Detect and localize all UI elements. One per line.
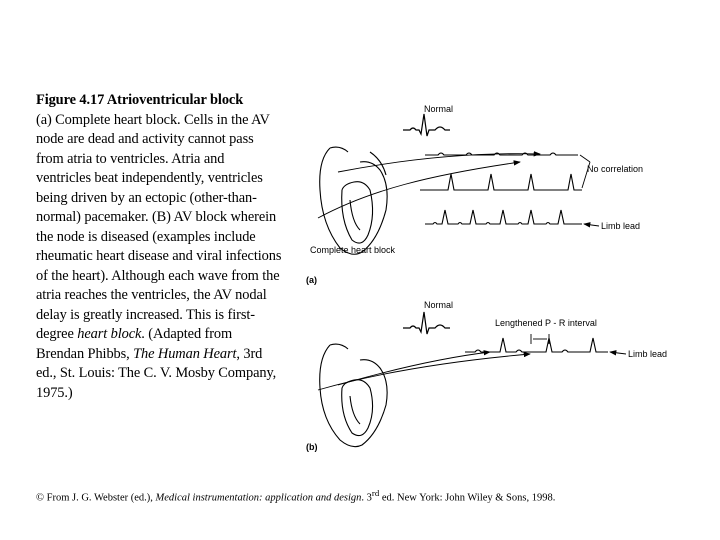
caption-title: Figure 4.17 Atrioventricular block: [36, 92, 244, 108]
panel-a-heart-icon: [320, 147, 387, 254]
caption-text-1: (a) Complete heart block. Cells in the AV node are dead and activity cannot pass from atria to ventricles. Atria and ventricles beat independently, ventricles being driven by an ectopic (other-than-normal) pacemaker. (B) AV block wherein the node is diseased (examples include rheumatic heart disease and viral infections of the heart). Although each wave from the atria reaches the ventricles, the AV nodal delay is greatly increased. This is first-degree: [36, 111, 282, 342]
copyright-footer: [36, 488, 696, 504]
panel-a-ventricular-trace: [420, 174, 582, 190]
panel-a-caption: Complete heart block: [310, 245, 396, 255]
footer-book-title: Medical instrumentation: application and design: [155, 492, 362, 504]
panel-a-limb-lead-arrow: [584, 224, 599, 226]
panel-b-heart-icon: [320, 344, 387, 447]
caption-text-2: . (Adapted from Brendan Phibbs,: [36, 326, 233, 362]
caption-italic-term: heart block: [77, 326, 142, 342]
footer-suffix: ed. New York: John Wiley & Sons, 1998.: [379, 492, 556, 504]
footer-middle: . 3: [361, 492, 372, 504]
panel-a: [306, 104, 643, 285]
panel-a-arrow-top: [338, 154, 540, 172]
panel-b-limb-lead-arrow: [610, 352, 626, 354]
panel-b-limb-lead-trace: [465, 338, 608, 352]
panel-a-normal-label: Normal: [424, 104, 454, 114]
panel-a-normal-ecg-trace: [403, 114, 450, 136]
footer-prefix: © From J. G. Webster (ed.),: [36, 492, 156, 504]
panel-b-normal-ecg-trace: [403, 312, 450, 334]
panel-a-no-correlation-label: No correlation: [587, 164, 644, 174]
panel-b-interval-marker: [531, 334, 549, 344]
panel-b: [306, 300, 667, 452]
heart-block-figure: [290, 90, 710, 470]
panel-a-letter: (a): [306, 275, 317, 285]
caption-text-3: , 3rd ed., St. Louis: The C. V. Mosby Company, 1975.): [36, 345, 277, 401]
panel-a-limb-lead-trace: [425, 210, 582, 224]
caption-book-title: The Human Heart: [133, 345, 237, 362]
panel-b-letter: (b): [306, 442, 318, 452]
panel-b-arrow-bottom: [318, 354, 530, 390]
panel-b-interval-label: Lengthened P - R interval: [495, 318, 597, 328]
figure-caption: [36, 91, 282, 403]
panel-b-normal-label: Normal: [424, 300, 454, 310]
panel-b-limb-lead-label: Limb lead: [628, 349, 668, 359]
footer-superscript: rd: [371, 488, 380, 498]
panel-a-limb-lead-label: Limb lead: [601, 221, 641, 231]
